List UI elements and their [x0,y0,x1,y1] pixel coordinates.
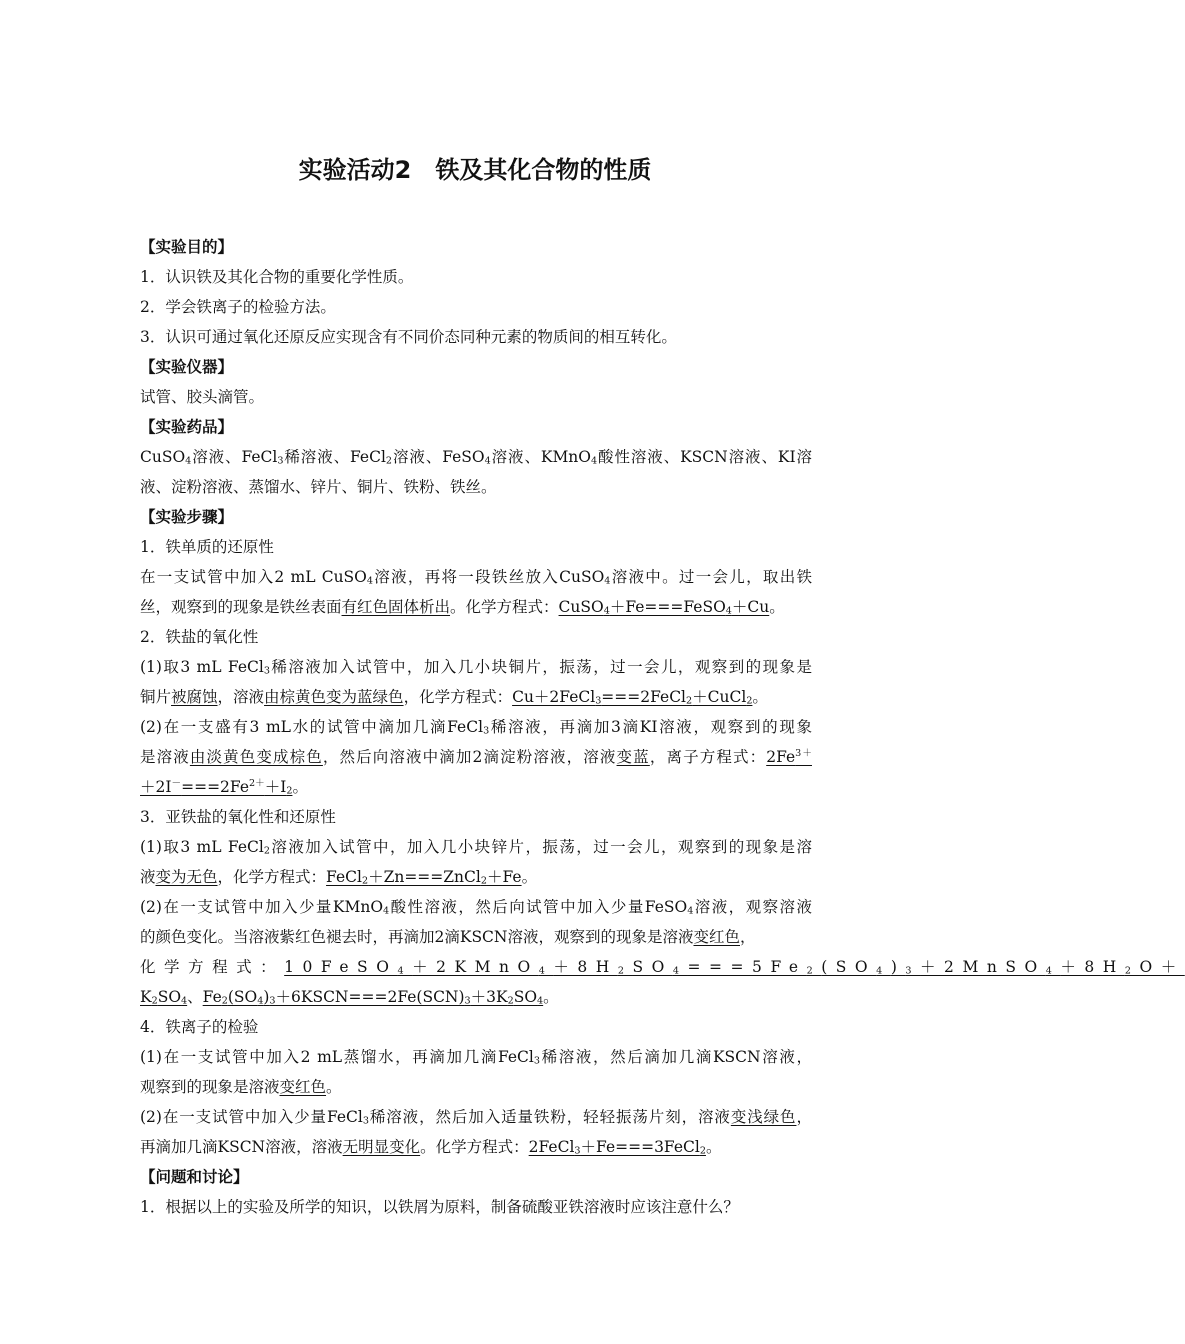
answer-underline: CuSO$_4$＋Fe===FeSO$_4$＋Cu [558,598,770,617]
text-line: 铜片被腐蚀，溶液由棕黄色变为蓝绿色，化学方程式：Cu＋2FeCl$_3$===2FeCl$_2$＋CuCl$_2$。 [140,688,768,707]
text-line: (1)取3 mL FeCl$_3$稀溶液加入试管中，加入几小块铜片，振荡，过一会儿，观察到的现象是 [140,658,812,677]
answer-underline: 无明显变化 [342,1138,421,1156]
page-title: 实验活动2 铁及其化合物的性质 [298,156,652,184]
text-line: 1．铁单质的还原性 [140,538,274,556]
answer-underline: $2Fe^{3+}$ [766,748,812,766]
text-line: CuSO$_4$溶液、FeCl$_3$稀溶液、FeCl$_2$溶液、FeSO$_4$溶液、KMnO$_4$酸性溶液、KSCN溶液、KI溶 [140,448,812,467]
text-line: (1)在一支试管中加入2 mL蒸馏水，再滴加几滴FeCl$_3$稀溶液，然后滴加几滴KSCN溶液， [140,1048,812,1067]
text-line: 2．铁盐的氧化性 [140,628,259,646]
text-line: 试管、胶头滴管。 [140,388,265,406]
text-line: 液、淀粉溶液、蒸馏水、锌片、铜片、铁粉、铁丝。 [140,478,497,496]
text-line: (2)在一支试管中加入少量FeCl$_3$稀溶液，然后加入适量铁粉，轻轻振荡片刻，溶液变浅绿色， [140,1108,812,1127]
answer-underline: FeCl$_2$＋Zn===ZnCl$_2$＋Fe [326,868,522,887]
text-line: 是溶液由淡黄色变成棕色，然后向溶液中滴加2滴淀粉溶液，溶液变蓝，离子方程式：$2Fe^{3+}$ [140,748,812,766]
answer-underline: $10FeSO_4+2KMnO_4+8H_2SO_4===5Fe_2(SO_4)_3+2MnSO_4+8H_2O+$ [284,958,1185,977]
answer-underline: 变红色 [693,928,740,946]
text-line: 3．认识可通过氧化还原反应实现含有不同价态同种元素的物质间的相互转化。 [140,328,677,346]
text-line: 再滴加几滴KSCN溶液，溶液无明显变化。化学方程式：2FeCl$_3$＋Fe===3FeCl$_2$。 [140,1138,722,1157]
answer-underline: $K_2SO_4$ [140,988,188,1007]
text-line: 1．根据以上的实验及所学的知识，以铁屑为原料，制备硫酸亚铁溶液时应该注意什么？ [140,1198,739,1216]
answer-underline: Cu＋2FeCl$_3$===2FeCl$_2$＋CuCl$_2$ [512,688,753,707]
answer-underline: 变浅绿色 [730,1108,797,1126]
section-heading: 【问题和讨论】 [140,1168,249,1186]
document-body [140,232,1185,1222]
text-line: 化学方程式：$10FeSO_4+2KMnO_4+8H_2SO_4===5Fe_2(SO_4)_3+2MnSO_4+8H_2O+$ [140,958,1185,977]
answer-underline: 有红色固体析出 [341,598,451,616]
text-line: (2)在一支试管中加入少量KMnO$_4$酸性溶液，然后向试管中加入少量FeSO$_4$溶液，观察溶液 [140,898,812,917]
text-line: $K_2SO_4$、$Fe_2(SO_4)_3+6KSCN===2Fe(SCN)_3+3K_2SO_4$。 [140,988,559,1007]
answer-underline: 2FeCl$_3$＋Fe===3FeCl$_2$ [528,1138,706,1157]
text-line: 1．认识铁及其化合物的重要化学性质。 [140,268,414,286]
text-line: $+2I^-===2Fe^{2+}+I_2$。 [140,778,308,797]
answer-underline: 由棕黄色变为蓝绿色 [264,688,404,706]
answer-underline: $+2I^-===2Fe^{2+}+I_2$ [140,778,293,797]
answer-underline: $Fe_2(SO_4)_3+6KSCN===2Fe(SCN)_3+3K_2SO_4$ [202,988,544,1007]
section-heading: 【实验目的】 [140,238,234,256]
text-line: 观察到的现象是溶液变红色。 [140,1078,342,1096]
answer-underline: 变为无色 [155,868,218,886]
text-line: (1)取3 mL FeCl$_2$溶液加入试管中，加入几小块锌片，振荡，过一会儿，观察到的现象是溶 [140,838,812,857]
answer-underline: 被腐蚀 [171,688,218,706]
section-heading: 【实验仪器】 [140,358,234,376]
section-heading: 【实验药品】 [140,418,234,436]
section-heading: 【实验步骤】 [140,508,234,526]
answer-underline: 变红色 [279,1078,327,1096]
answer-underline: 变蓝 [616,748,650,766]
text-line: 2．学会铁离子的检验方法。 [140,298,336,316]
text-line: 液变为无色，化学方程式：FeCl$_2$＋Zn===ZnCl$_2$＋Fe。 [140,868,538,887]
text-line: (2)在一支盛有3 mL水的试管中滴加几滴FeCl$_3$稀溶液，再滴加3滴KI溶液，观察到的现象 [140,718,812,737]
answer-underline: 由淡黄色变成棕色 [189,748,323,766]
text-line: 在一支试管中加入2 mL CuSO$_4$溶液，再将一段铁丝放入CuSO$_4$溶液中。过一会儿，取出铁 [140,568,812,587]
text-line: 3．亚铁盐的氧化性和还原性 [140,808,336,826]
text-line: 4．铁离子的检验 [140,1018,259,1036]
text-line: 的颜色变化。当溶液紫红色褪去时，再滴加2滴KSCN溶液，观察到的现象是溶液变红色， [140,928,756,946]
text-line: 丝，观察到的现象是铁丝表面有红色固体析出。化学方程式：CuSO$_4$＋Fe===FeSO$_4$＋Cu。 [140,598,785,617]
